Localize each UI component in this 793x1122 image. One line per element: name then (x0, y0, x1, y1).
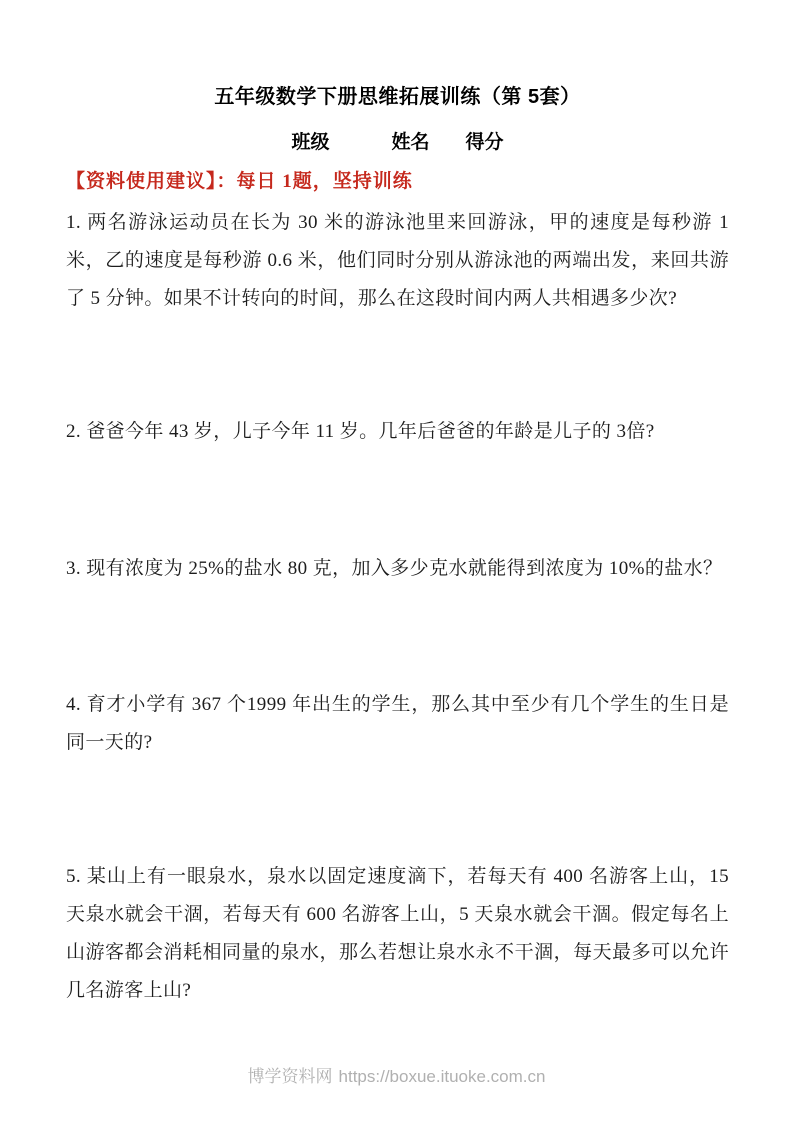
class-field-label: 班级 (291, 132, 330, 153)
question-4: 4. 育才小学有 367 个1999 年出生的学生，那么其中至少有几个学生的生日是同一天的? (66, 694, 729, 753)
name-field-label: 姓名 (391, 132, 430, 153)
question-1: 1. 两名游泳运动员在长为 30 米的游泳池里来回游泳，甲的速度是每秒游 1米，乙的速度是每秒游 0.6 米，他们同时分别从游泳池的两端出发，来回共游了 5 分钟。如果不计转向的时间，那么在这段时间内两人共相遇多少次? (66, 212, 729, 309)
question-2: 2. 爸爸今年 43 岁，儿子今年 11 岁。几年后爸爸的年龄是儿子的 3倍? (66, 421, 655, 442)
usage-advice-line: 【资料使用建议】：每日 1题，坚持训练 (66, 171, 413, 192)
footer-watermark (0, 1066, 793, 1088)
question-3: 3. 现有浓度为 25%的盐水 80 克，加入多少克水就能得到浓度为 10%的盐水？ (66, 558, 723, 579)
footer-url: https://boxue.ituoke.com.cn (338, 1067, 546, 1086)
header-fields (66, 130, 729, 156)
question-5: 5. 某山上有一眼泉水，泉水以固定速度滴下，若每天有 400 名游客上山，15 天泉水就会干涸，若每天有 600 名游客上山，5 天泉水就会干涸。假定每名上山游客都会消耗相同量的泉水，那么若想让泉水永不干涸，每天最多可以允许几名游客上山? (66, 866, 729, 1001)
page-title: 五年级数学下册思维拓展训练（第 5套） (214, 86, 581, 108)
score-field-label: 得分 (465, 132, 504, 153)
footer-site-name: 博学资料网 (247, 1067, 333, 1086)
